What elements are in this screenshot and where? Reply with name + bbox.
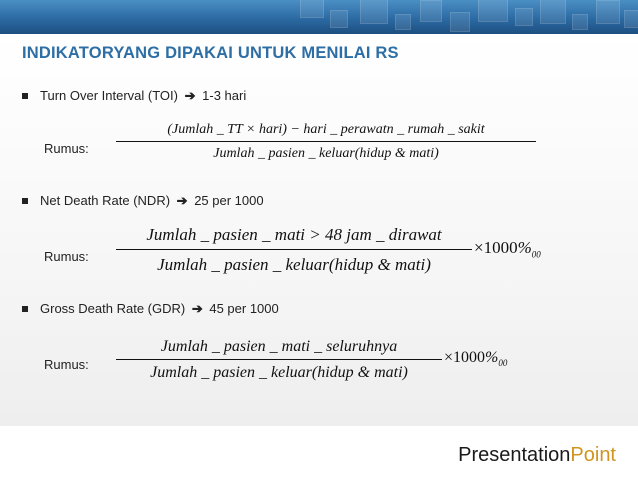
bullet-square-icon [22, 93, 28, 99]
header-banner [0, 0, 638, 34]
formula-denominator: Jumlah _ pasien _ keluar(hidup & mati) [150, 364, 408, 381]
formula-multiplier [444, 349, 507, 368]
bullet-value: 1-3 hari [202, 88, 247, 103]
brand-logo [458, 444, 616, 467]
arrow-right-icon: ➔ [191, 301, 203, 316]
fraction-bar [116, 249, 472, 250]
fraction-bar [116, 141, 536, 142]
per-mille-symbol: % [485, 349, 499, 366]
multiplier-value: ×1000 [444, 349, 486, 366]
formula-toi [116, 122, 536, 162]
formula-numerator: Jumlah _ pasien _ mati _ seluruhnya [160, 338, 398, 355]
rumus-label: Rumus: [44, 141, 89, 156]
formula-ndr [116, 225, 472, 275]
bullet-label: Gross Death Rate (GDR) [40, 301, 186, 316]
bullet-value: 45 per 1000 [209, 301, 279, 316]
bullet-value: 25 per 1000 [194, 193, 264, 208]
bullet-toi [22, 88, 246, 104]
formula-numerator: (Jumlah _ TT × hari) − hari _ perawatn _ rumah _ sakit [167, 122, 485, 137]
bullet-square-icon [22, 306, 28, 312]
bullet-label: Net Death Rate (NDR) [40, 193, 171, 208]
per-mille-sub: 00 [498, 358, 508, 369]
formula-gdr [116, 338, 442, 382]
bullet-square-icon [22, 198, 28, 204]
brand-name-part1: Presentation [458, 444, 571, 466]
formula-multiplier [474, 238, 541, 259]
arrow-right-icon: ➔ [176, 193, 188, 208]
slide-title: INDIKATORYANG DIPAKAI UNTUK MENILAI RS [22, 44, 399, 62]
formula-denominator: Jumlah _ pasien _ keluar(hidup & mati) [213, 146, 439, 161]
per-mille-sub: 00 [531, 249, 541, 260]
formula-numerator: Jumlah _ pasien _ mati > 48 jam _ dirawat [146, 225, 442, 244]
formula-denominator: Jumlah _ pasien _ keluar(hidup & mati) [157, 255, 431, 274]
rumus-label: Rumus: [44, 357, 89, 372]
bullet-gdr [22, 301, 279, 317]
bullet-ndr [22, 193, 264, 209]
rumus-label: Rumus: [44, 249, 89, 264]
arrow-right-icon: ➔ [184, 88, 196, 103]
brand-name-part2: Point [570, 444, 616, 466]
fraction-bar [116, 359, 442, 360]
multiplier-value: ×1000 [474, 238, 518, 257]
bullet-label: Turn Over Interval (TOI) [40, 88, 178, 103]
per-mille-symbol: % [517, 238, 532, 257]
